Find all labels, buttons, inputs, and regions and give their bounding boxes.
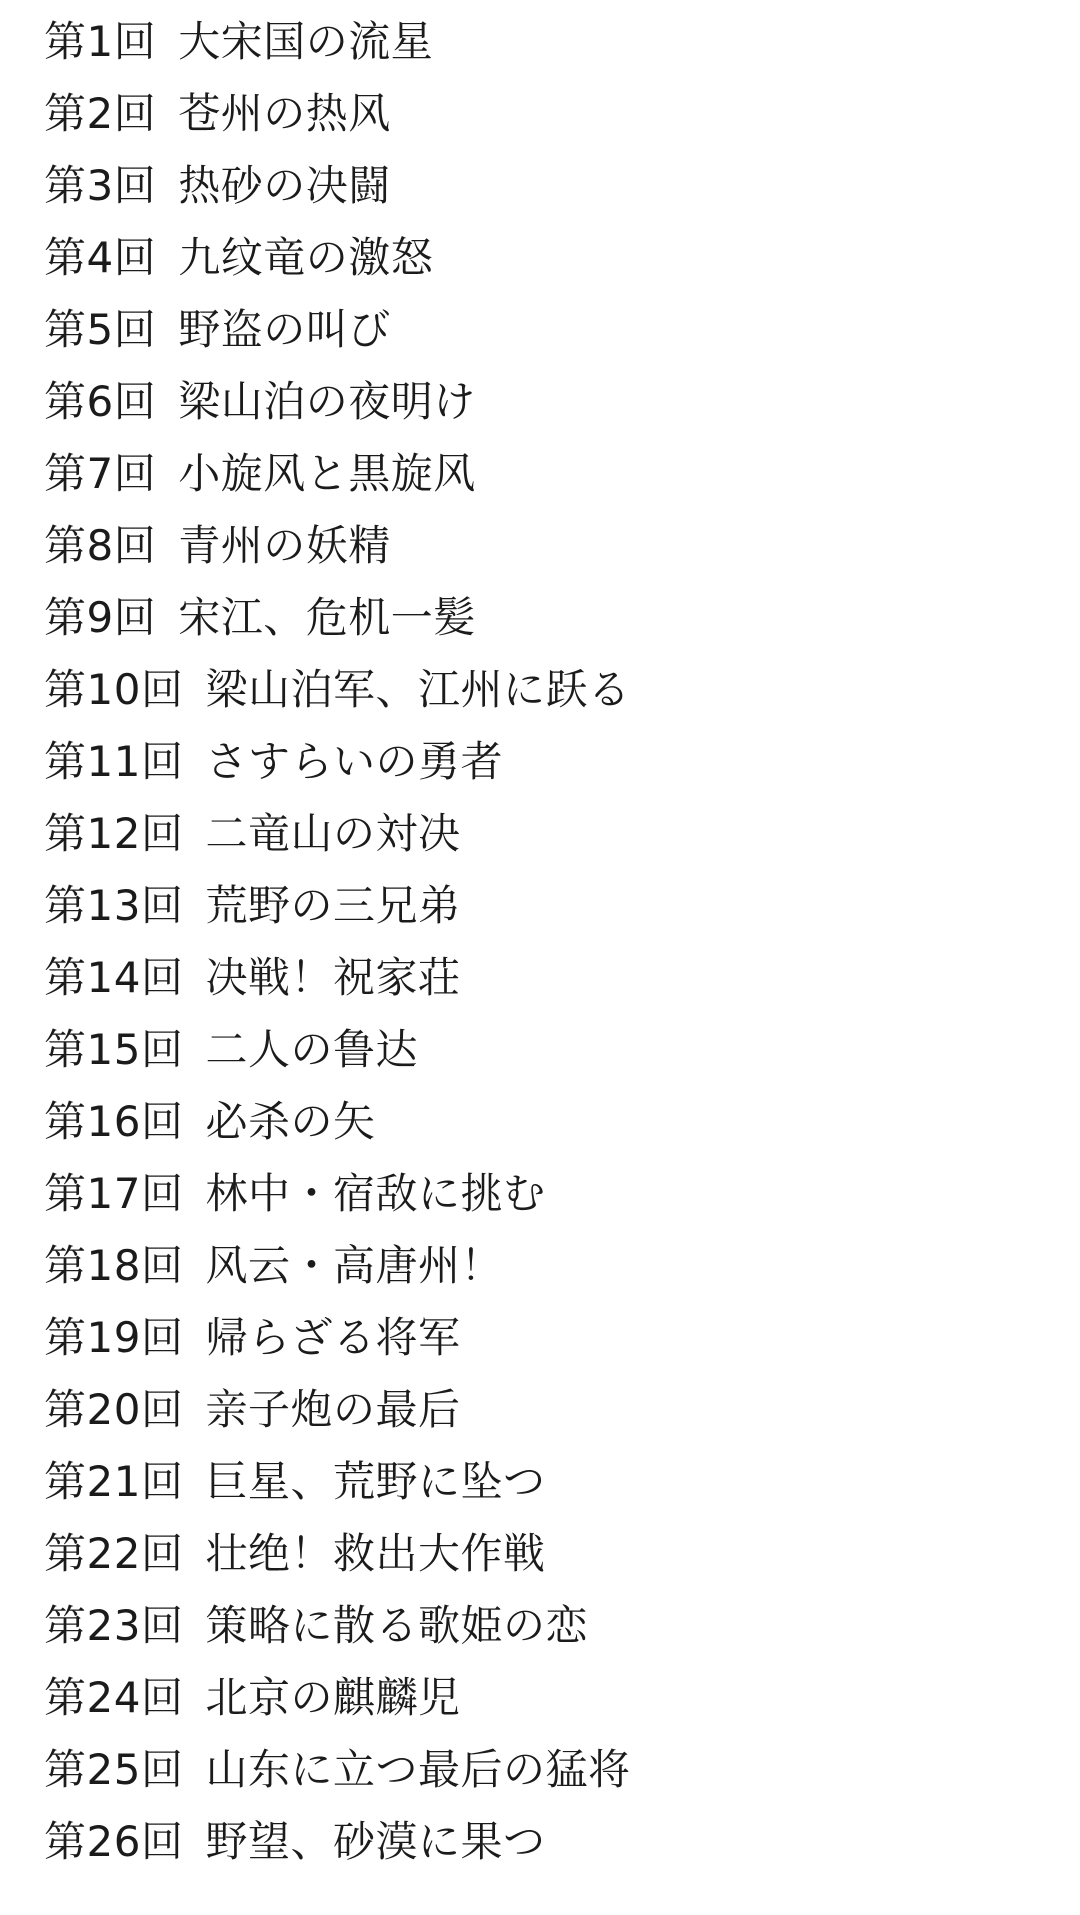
list-item[interactable] (0, 1374, 1080, 1446)
list-item[interactable] (0, 1302, 1080, 1374)
episode-title: 梁山泊の夜明け (178, 377, 476, 426)
list-item[interactable] (0, 1446, 1080, 1518)
episode-title: 九纹竜の激怒 (178, 233, 434, 282)
episode-number: 第13回 (44, 881, 184, 930)
episode-number: 第21回 (44, 1457, 184, 1506)
episode-title: 风云・高唐州！ (205, 1241, 503, 1290)
episode-number: 第17回 (44, 1169, 184, 1218)
list-item[interactable] (0, 1014, 1080, 1086)
episode-title: 北京の麒麟児 (205, 1673, 461, 1722)
episode-title: 野盗の叫び (178, 305, 391, 354)
list-item[interactable] (0, 582, 1080, 654)
episode-title: 大宋国の流星 (178, 17, 434, 66)
list-item[interactable] (0, 366, 1080, 438)
episode-number: 第11回 (44, 737, 184, 786)
episode-number: 第8回 (44, 521, 157, 570)
episode-number: 第2回 (44, 89, 157, 138)
episode-number: 第14回 (44, 953, 184, 1002)
episode-number: 第22回 (44, 1529, 184, 1578)
list-item[interactable] (0, 6, 1080, 78)
list-item[interactable] (0, 1158, 1080, 1230)
list-item[interactable] (0, 798, 1080, 870)
episode-number: 第10回 (44, 665, 184, 714)
episode-number: 第19回 (44, 1313, 184, 1362)
episode-title: さすらいの勇者 (205, 737, 503, 786)
episode-title: 宋江、危机一髪 (178, 593, 476, 642)
episode-title: 巨星、荒野に坠つ (205, 1457, 546, 1506)
episode-number: 第5回 (44, 305, 157, 354)
episode-title: 亲子炮の最后 (205, 1385, 461, 1434)
episode-number: 第23回 (44, 1601, 184, 1650)
episode-number: 第4回 (44, 233, 157, 282)
list-item[interactable] (0, 294, 1080, 366)
list-item[interactable] (0, 1086, 1080, 1158)
episode-title: 荒野の三兄弟 (205, 881, 461, 930)
episode-title: 帰らざる将军 (205, 1313, 461, 1362)
episode-title: 梁山泊军、江州に跃る (205, 665, 631, 714)
episode-number: 第25回 (44, 1745, 184, 1794)
episode-title: 壮绝！救出大作戦 (205, 1529, 546, 1578)
list-item[interactable] (0, 1806, 1080, 1878)
episode-title: 热砂の决闘 (178, 161, 391, 210)
episode-title: 二竜山の対决 (205, 809, 461, 858)
episode-number: 第7回 (44, 449, 157, 498)
list-item[interactable] (0, 1734, 1080, 1806)
list-item[interactable] (0, 870, 1080, 942)
list-item[interactable] (0, 1518, 1080, 1590)
episode-number: 第16回 (44, 1097, 184, 1146)
list-item[interactable] (0, 222, 1080, 294)
episode-number: 第18回 (44, 1241, 184, 1290)
episode-title: 小旋风と黒旋风 (178, 449, 476, 498)
episode-number: 第20回 (44, 1385, 184, 1434)
episode-number: 第6回 (44, 377, 157, 426)
episode-number: 第3回 (44, 161, 157, 210)
episode-number: 第24回 (44, 1673, 184, 1722)
list-item[interactable] (0, 150, 1080, 222)
episode-title: 必杀の矢 (205, 1097, 376, 1146)
episode-title: 野望、砂漠に果つ (205, 1817, 546, 1866)
episode-title: 青州の妖精 (178, 521, 391, 570)
episode-title: 二人の鲁达 (205, 1025, 418, 1074)
list-item[interactable] (0, 942, 1080, 1014)
episode-number: 第15回 (44, 1025, 184, 1074)
episode-title: 决戦！祝家荘 (205, 953, 461, 1002)
episode-title: 林中・宿敌に挑む (205, 1169, 546, 1218)
list-item[interactable] (0, 438, 1080, 510)
episode-number: 第1回 (44, 17, 157, 66)
list-item[interactable] (0, 1662, 1080, 1734)
list-item[interactable] (0, 510, 1080, 582)
list-item[interactable] (0, 654, 1080, 726)
list-item[interactable] (0, 78, 1080, 150)
episode-title: 策略に散る歌姫の恋 (205, 1601, 588, 1650)
episode-number: 第12回 (44, 809, 184, 858)
episode-title: 山东に立つ最后の猛将 (205, 1745, 631, 1794)
episode-number: 第9回 (44, 593, 157, 642)
list-item[interactable] (0, 1230, 1080, 1302)
episode-number: 第26回 (44, 1817, 184, 1866)
list-item[interactable] (0, 1590, 1080, 1662)
episode-title: 苍州の热风 (178, 89, 391, 138)
list-item[interactable] (0, 726, 1080, 798)
